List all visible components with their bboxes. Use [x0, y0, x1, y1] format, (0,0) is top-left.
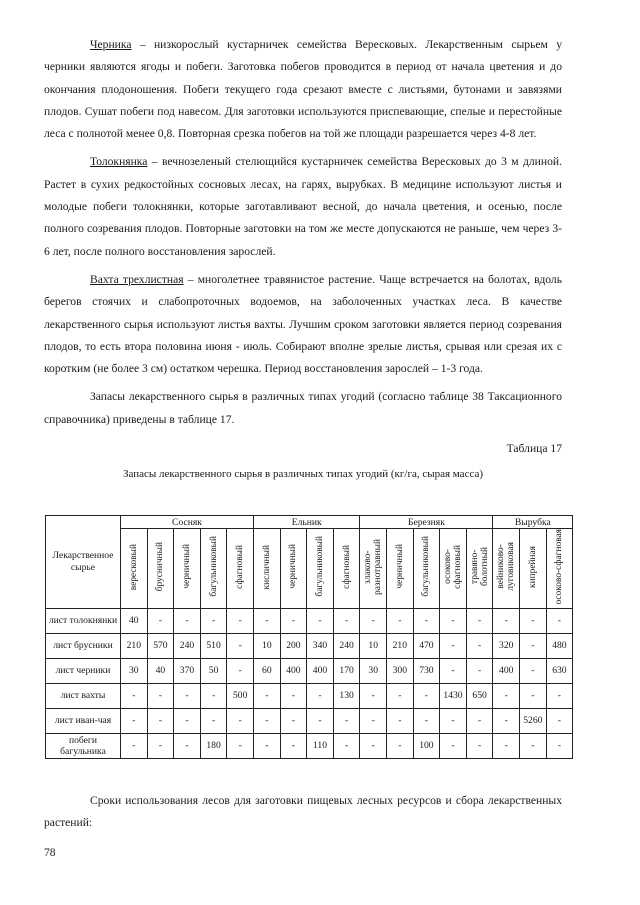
table-cell: -: [387, 733, 414, 758]
column-header: [254, 529, 281, 609]
column-header-label: сфагновый: [341, 544, 352, 589]
table-cell: -: [174, 733, 201, 758]
term-bearberry: Толокнянка: [90, 155, 148, 169]
table-cell: 570: [147, 633, 174, 658]
page-body: [44, 34, 562, 483]
paragraph-text: Запасы лекарственного сырья в различных типах угодий (согласно таблице 38 Таксационного справочника) приведены в таблице 17.: [44, 390, 562, 426]
column-header-label: черничный: [288, 544, 299, 590]
table-cell: 40: [121, 608, 148, 633]
table-cell: -: [493, 608, 520, 633]
table-cell: -: [307, 708, 334, 733]
row-label: лист брусники: [46, 633, 121, 658]
column-header: [200, 529, 227, 609]
table-cell: -: [147, 708, 174, 733]
table-cell: 5260: [520, 708, 547, 733]
table-cell: 500: [227, 683, 254, 708]
table-cell: -: [254, 733, 281, 758]
table-cell: -: [333, 608, 360, 633]
column-header: [546, 529, 573, 609]
table-cell: 210: [387, 633, 414, 658]
table-number: Таблица 17: [506, 442, 562, 456]
table-cell: -: [520, 658, 547, 683]
column-header: [387, 529, 414, 609]
table-cell: -: [440, 608, 467, 633]
row-header: Лекарственное сырье: [46, 516, 121, 609]
column-header: [174, 529, 201, 609]
table-cell: -: [440, 658, 467, 683]
paragraph-bogbean: [44, 269, 562, 380]
column-header-label: кисличный: [261, 544, 272, 590]
row-label: лист черники: [46, 658, 121, 683]
table-cell: -: [360, 733, 387, 758]
paragraph-text: – многолетнее травянистое растение. Чаще встречается на болотах, вдоль берегов стоячих и слабопроточных водоемов, на заболоченных участках леса. В качестве лекарственного сырья используют листья вахты. Лучшим сроком заготовки является период созревания плодов, то есть втора половина июня - июль. Собирают вполне зрелые листья, срывая или срезая их с коротким (не более 3 см) остатком черешка. Период восстановления зарослей – 1-3 года.: [44, 272, 562, 376]
table-cell: 130: [333, 683, 360, 708]
table-cell: -: [387, 683, 414, 708]
column-header: [413, 529, 440, 609]
table-cell: -: [227, 608, 254, 633]
paragraph-reserves: [44, 386, 562, 431]
table-cell: 30: [121, 658, 148, 683]
table-cell: -: [413, 608, 440, 633]
row-label: лист толокнянки: [46, 608, 121, 633]
column-header-label: злаково- разнотравный: [363, 538, 384, 595]
table-cell: -: [200, 708, 227, 733]
table-cell: -: [121, 708, 148, 733]
table-cell: -: [227, 658, 254, 683]
term-bogbean: Вахта трехлистная: [90, 272, 184, 286]
table-cell: -: [227, 633, 254, 658]
table-cell: 100: [413, 733, 440, 758]
column-header: [466, 529, 493, 609]
group-header: Березняк: [360, 516, 493, 529]
column-header: [307, 529, 334, 609]
table-cell: -: [307, 608, 334, 633]
table-row: [46, 608, 573, 633]
table-cell: 320: [493, 633, 520, 658]
group-header: Вырубка: [493, 516, 573, 529]
table-cell: -: [147, 608, 174, 633]
table-cell: 370: [174, 658, 201, 683]
table-cell: 470: [413, 633, 440, 658]
table-cell: 240: [333, 633, 360, 658]
column-header-label: вейниково- луговиковая: [496, 542, 517, 592]
table-cell: -: [466, 608, 493, 633]
table-cell: 200: [280, 633, 307, 658]
column-header-label: вересковый: [128, 543, 139, 590]
table-cell: -: [387, 708, 414, 733]
table-cell: 60: [254, 658, 281, 683]
column-header-label: сфагновый: [235, 544, 246, 589]
table-cell: -: [227, 708, 254, 733]
table-cell: -: [147, 733, 174, 758]
reserves-table: [45, 515, 573, 759]
table-cell: -: [200, 683, 227, 708]
table-cell: -: [466, 658, 493, 683]
table-cell: 400: [307, 658, 334, 683]
table-cell: -: [546, 683, 573, 708]
column-header: [147, 529, 174, 609]
table-cell: 180: [200, 733, 227, 758]
paragraph-bearberry: [44, 151, 562, 262]
table-cell: 10: [254, 633, 281, 658]
table-cell: 40: [147, 658, 174, 683]
table-row: [46, 733, 573, 758]
table-cell: -: [200, 608, 227, 633]
table-caption: Запасы лекарственного сырья в различных типах угодий (кг/га, сырая масса): [122, 468, 484, 481]
table-cell: -: [520, 608, 547, 633]
table-cell: -: [280, 608, 307, 633]
column-header: [440, 529, 467, 609]
table-cell: -: [121, 733, 148, 758]
table-cell: -: [280, 708, 307, 733]
column-header-label: багульниковый: [208, 536, 219, 598]
table-row: [46, 683, 573, 708]
table-cell: -: [466, 733, 493, 758]
table-cell: 630: [546, 658, 573, 683]
table-cell: -: [254, 608, 281, 633]
table-cell: 650: [466, 683, 493, 708]
closing-block: [44, 790, 562, 835]
table-cell: 730: [413, 658, 440, 683]
table-cell: 480: [546, 633, 573, 658]
table-cell: 240: [174, 633, 201, 658]
table-row: [46, 708, 573, 733]
table-cell: 340: [307, 633, 334, 658]
table-cell: -: [254, 683, 281, 708]
table-cell: -: [387, 608, 414, 633]
table-cell: 50: [200, 658, 227, 683]
column-header: [520, 529, 547, 609]
column-header: [333, 529, 360, 609]
table-cell: -: [413, 708, 440, 733]
table-cell: -: [493, 683, 520, 708]
row-label: побеги багульника: [46, 733, 121, 758]
column-header-label: брусничный: [155, 542, 166, 592]
table-cell: 30: [360, 658, 387, 683]
table-cell: -: [520, 683, 547, 708]
column-header-label: осоково- сфагновый: [442, 544, 463, 589]
term-blueberry: Черника: [90, 38, 132, 51]
table-cell: 210: [121, 633, 148, 658]
table-cell: -: [413, 683, 440, 708]
table-cell: -: [147, 683, 174, 708]
table-cell: -: [360, 683, 387, 708]
paragraph-text: – вечнозеленый стелющийся кустарничек семейства Вересковых до 3 м длиной. Растет в сухих редкостойных сосновых лесах, на гарях, вырубках. В медицине используют листья и молодые побеги толокнянки, которые заготавливают весной, до начала цветения, и осенью, после полного созревания плодов. Повторные заготовки на том же месте допускаются не раньше, чем через 3-6 лет, после полного восстановления зарослей.: [44, 155, 562, 258]
table-cell: -: [280, 683, 307, 708]
table-cell: -: [440, 633, 467, 658]
table-cell: -: [333, 708, 360, 733]
column-header-label: багульниковый: [421, 536, 432, 598]
column-header-label: травяно- болотный: [469, 547, 490, 587]
table-cell: -: [360, 708, 387, 733]
table-cell: 170: [333, 658, 360, 683]
table-cell: -: [493, 733, 520, 758]
column-header: [493, 529, 520, 609]
paragraph-blueberry: [44, 34, 562, 145]
table-cell: -: [174, 708, 201, 733]
row-label: лист вахты: [46, 683, 121, 708]
table-cell: -: [440, 708, 467, 733]
page-number: 78: [44, 846, 56, 859]
column-header-label: черничный: [394, 544, 405, 590]
table-cell: -: [227, 733, 254, 758]
table-cell: -: [466, 633, 493, 658]
table-cell: -: [520, 733, 547, 758]
column-header-label: багульниковый: [315, 536, 325, 598]
column-header: [360, 529, 387, 609]
table-cell: -: [174, 683, 201, 708]
table-cell: -: [121, 683, 148, 708]
table-cell: 10: [360, 633, 387, 658]
table-cell: -: [546, 708, 573, 733]
table-cell: -: [254, 708, 281, 733]
group-header: Ельник: [254, 516, 360, 529]
table-cell: -: [520, 633, 547, 658]
closing-paragraph: Сроки использования лесов для заготовки пищевых лесных ресурсов и сбора лекарственных растений:: [44, 794, 562, 830]
table-cell: -: [466, 708, 493, 733]
table-cell: -: [333, 733, 360, 758]
paragraph-text: – низкорослый кустарничек семейства Вересковых. Лекарственным сырьем у черники являются ягоды и побеги. Заготовка побегов проводится в период от начала цветения и до окончания плодоношения. Побеги текущего года срезают вместе с листьями, бутонами и завязями плодов. Сушат побеги под навесом. Для заготовки используются приспевающие, спелые и перестойные леса с полнотой менее 0,8. Повторная срезка побегов на той же площади разрешается через 4-8 лет.: [44, 38, 562, 141]
table-cell: -: [493, 708, 520, 733]
column-header: [280, 529, 307, 609]
table-cell: -: [440, 733, 467, 758]
column-header-label: осоково-сфагновая: [554, 529, 565, 605]
column-header: [121, 529, 148, 609]
table-cell: -: [174, 608, 201, 633]
table-cell: 510: [200, 633, 227, 658]
table-cell: 1430: [440, 683, 467, 708]
table-row: [46, 633, 573, 658]
table-cell: 300: [387, 658, 414, 683]
group-header: Сосняк: [121, 516, 254, 529]
column-header: [227, 529, 254, 609]
row-label: лист иван-чая: [46, 708, 121, 733]
table-cell: -: [360, 608, 387, 633]
column-header-label: кипрейная: [527, 545, 538, 588]
table-row: [46, 658, 573, 683]
table-cell: 400: [280, 658, 307, 683]
table-cell: -: [546, 733, 573, 758]
table-cell: -: [280, 733, 307, 758]
column-header-label: черничный: [181, 544, 192, 590]
table-cell: -: [546, 608, 573, 633]
table-cell: -: [307, 683, 334, 708]
table-cell: 110: [307, 733, 334, 758]
table-cell: 400: [493, 658, 520, 683]
